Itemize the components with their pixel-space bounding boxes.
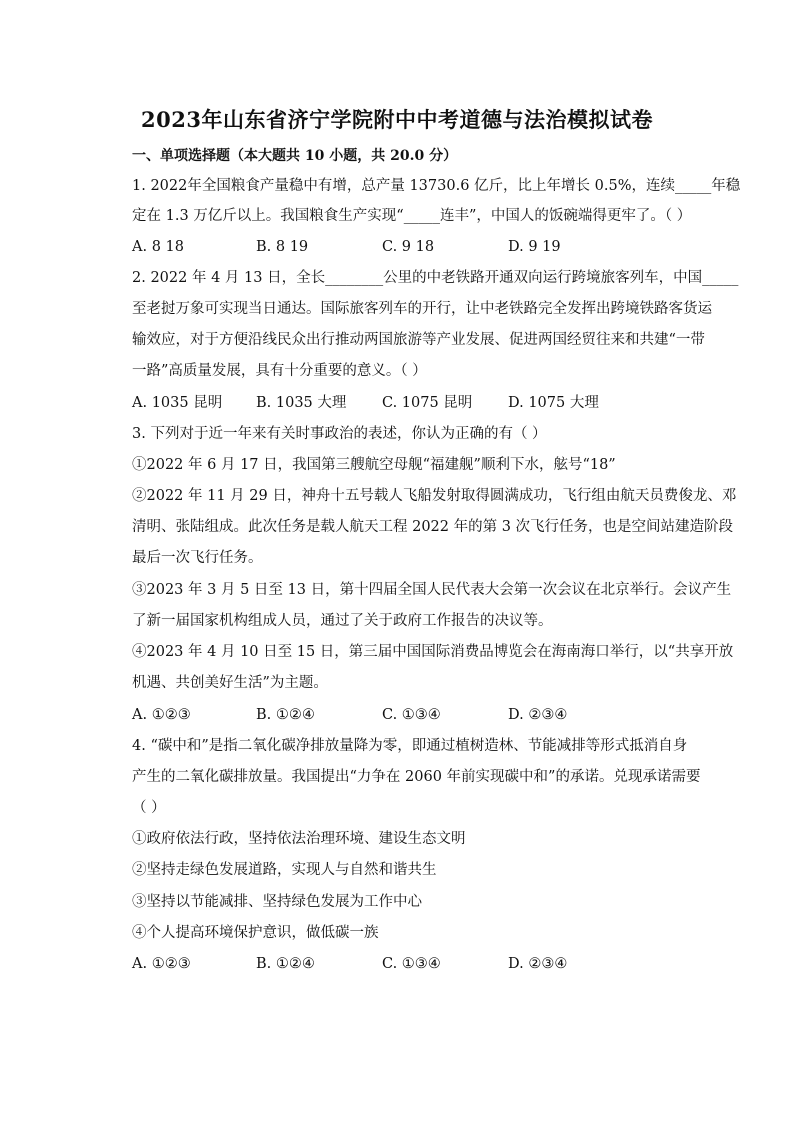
- q4-options: [132, 954, 692, 974]
- q4-line-6: ③坚持以节能减排、坚持绿色发展为工作中心: [132, 894, 422, 910]
- q4-line-7: ④个人提高环境保护意识，做低碳一族: [132, 925, 379, 941]
- q4-line-5: ②坚持走绿色发展道路，实现人与自然和谐共生: [132, 862, 437, 878]
- q3-line-8: ④2023 年 4 月 10 日至 15 日，第三届中国国际消费品博览会在海南海口举行，以“共享开放: [132, 644, 734, 660]
- q3-option-d: D. ②③④: [508, 707, 568, 723]
- q3-line-6: ③2023 年 3 月 5 日至 13 日，第十四届全国人民代表大会第一次会议在北京举行。会议产生: [132, 582, 732, 598]
- q2-option-d: D. 1075 大理: [508, 395, 599, 411]
- q1-option-b: B. 8 19: [256, 239, 309, 255]
- q1-line-1: 1. 2022年全国粮食产量稳中有增，总产量 13730.6 亿斤，比上年增长 0.5%，连续_____年稳: [132, 178, 741, 194]
- q4-option-b: B. ①②④: [256, 956, 315, 972]
- q3-option-c: C. ①③④: [382, 707, 441, 723]
- q3-option-b: B. ①②④: [256, 707, 315, 723]
- section-heading: 一、单项选择题（本大题共 10 小题，共 20.0 分）: [132, 148, 458, 164]
- q4-option-c: C. ①③④: [382, 956, 441, 972]
- q1-options: [132, 237, 692, 257]
- q1-option-c: C. 9 18: [382, 239, 435, 255]
- q4-line-2: 产生的二氧化碳排放量。我国提出“力争在 2060 年前实现碳中和”的承诺。兑现承诺需要: [132, 769, 701, 785]
- q2-line-3: 输效应，对于方便沿线民众出行推动两国旅游等产业发展、促进两国经贸往来和共建“一带: [132, 332, 705, 348]
- q3-line-5: 最后一次飞行任务。: [132, 550, 263, 566]
- q1-option-a: A. 8 18: [132, 239, 184, 255]
- q2-line-4: 一路”高质量发展，具有十分重要的意义。（ ）: [132, 363, 427, 379]
- q2-options: [132, 393, 692, 413]
- q3-line-4: 清明、张陆组成。此次任务是载人航天工程 2022 年的第 3 次飞行任务，也是空间站建造阶段: [132, 519, 734, 535]
- q3-line-7: 了新一届国家机构组成人员，通过了关于政府工作报告的决议等。: [132, 613, 553, 629]
- exam-title: 2023年山东省济宁学院附中中考道德与法治模拟试卷: [141, 107, 653, 132]
- q3-line-1: 3. 下列对于近一年来有关时事政治的表述，你认为正确的有（ ）: [132, 426, 547, 442]
- q3-line-3: ②2022 年 11 月 29 日，神舟十五号载人飞船发射取得圆满成功，飞行组由航天员费俊龙、邓: [132, 488, 737, 504]
- q2-line-1: 2. 2022 年 4 月 13 日，全长________公里的中老铁路开通双向运行跨境旅客列车，中国_____: [132, 270, 739, 286]
- q4-option-d: D. ②③④: [508, 956, 568, 972]
- q1-line-2: 定在 1.3 万亿斤以上。我国粮食生产实现“_____连丰”，中国人的饭碗端得更牢了。（ ）: [132, 208, 692, 224]
- q2-line-2: 至老挝万象可实现当日通达。国际旅客列车的开行，让中老铁路完全发挥出跨境铁路客货运: [132, 301, 712, 317]
- q4-line-3: （ ）: [132, 800, 166, 816]
- q2-option-c: C. 1075 昆明: [382, 395, 473, 411]
- q4-option-a: A. ①②③: [132, 956, 191, 972]
- q2-option-b: B. 1035 大理: [256, 395, 347, 411]
- q2-option-a: A. 1035 昆明: [132, 395, 223, 411]
- q4-line-1: 4. “碳中和”是指二氧化碳净排放量降为零，即通过植树造林、节能减排等形式抵消自身: [132, 738, 688, 754]
- q3-option-a: A. ①②③: [132, 707, 191, 723]
- q3-line-9: 机遇、共创美好生活”为主题。: [132, 675, 328, 691]
- q3-options: [132, 705, 692, 725]
- q4-line-4: ①政府依法行政，坚持依法治理环境、建设生态文明: [132, 831, 466, 847]
- q3-line-2: ①2022 年 6 月 17 日，我国第三艘航空母舰“福建舰”顺利下水，舷号“18”: [132, 457, 616, 473]
- q1-option-d: D. 9 19: [508, 239, 561, 255]
